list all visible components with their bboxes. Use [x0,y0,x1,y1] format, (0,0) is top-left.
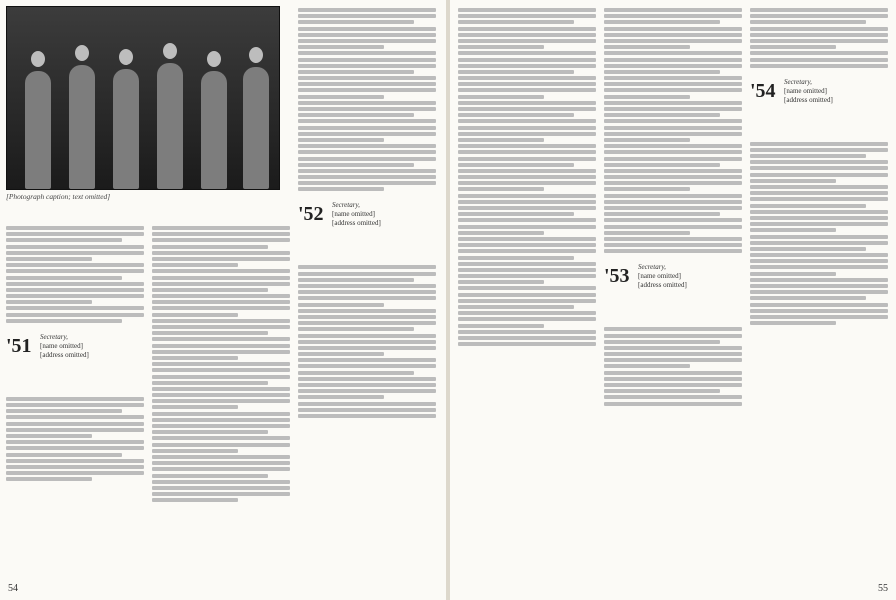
photo-head [75,45,89,61]
body-text-placeholder [604,327,742,405]
class-year: '54 [750,79,776,102]
right-page [450,0,896,600]
secretary-name: [name omitted] [784,86,827,95]
body-text-placeholder [604,8,742,253]
body-text-placeholder [298,265,436,418]
secretary-address: [address omitted] [638,281,687,290]
secretary-address: [address omitted] [784,95,833,104]
body-text-placeholder [298,8,436,191]
left-column-3 [298,8,436,418]
photo-figure [243,67,269,189]
body-text-placeholder [152,226,290,502]
body-text-placeholder [750,142,888,325]
photo-head [119,49,133,65]
class-year: '52 [298,203,324,226]
body-text-placeholder [458,8,596,346]
secretary-label: Secretary, [638,263,666,272]
secretary-info [638,263,687,290]
left-page [0,0,446,600]
body-text-placeholder [6,226,144,323]
secretary-name: [name omitted] [332,210,375,219]
class-secretary-block [604,259,742,321]
photo-head [31,51,45,67]
right-column-3 [750,8,888,325]
secretary-name: [name omitted] [40,341,83,350]
photo-figure [69,65,95,189]
page-number: 54 [8,583,18,594]
secretary-info [40,333,89,360]
class-secretary-block [298,197,436,259]
secretary-name: [name omitted] [638,272,681,281]
page-number: 55 [878,583,888,594]
secretary-label: Secretary, [332,201,360,210]
photo-caption: [Photograph caption; text omitted] [6,192,111,201]
class-secretary-block [6,329,144,391]
left-column-1 [6,226,144,481]
photo-head [163,43,177,59]
body-text-placeholder [6,397,144,481]
photo-figure [201,71,227,189]
class-secretary-block [750,74,888,136]
photo-figure [113,69,139,189]
secretary-address: [address omitted] [40,350,89,359]
secretary-info [332,201,381,228]
class-photo [6,6,280,190]
class-year: '53 [604,265,630,288]
secretary-label: Secretary, [784,77,812,86]
right-column-1 [458,8,596,346]
secretary-info [784,78,833,105]
secretary-address: [address omitted] [332,219,381,228]
photo-head [249,47,263,63]
photo-head [207,51,221,67]
secretary-label: Secretary, [40,332,68,341]
photo-figure [157,63,183,189]
photo-figure [25,71,51,189]
left-column-2 [152,226,290,502]
body-text-placeholder [750,8,888,68]
right-column-2 [604,8,742,406]
class-year: '51 [6,334,32,357]
